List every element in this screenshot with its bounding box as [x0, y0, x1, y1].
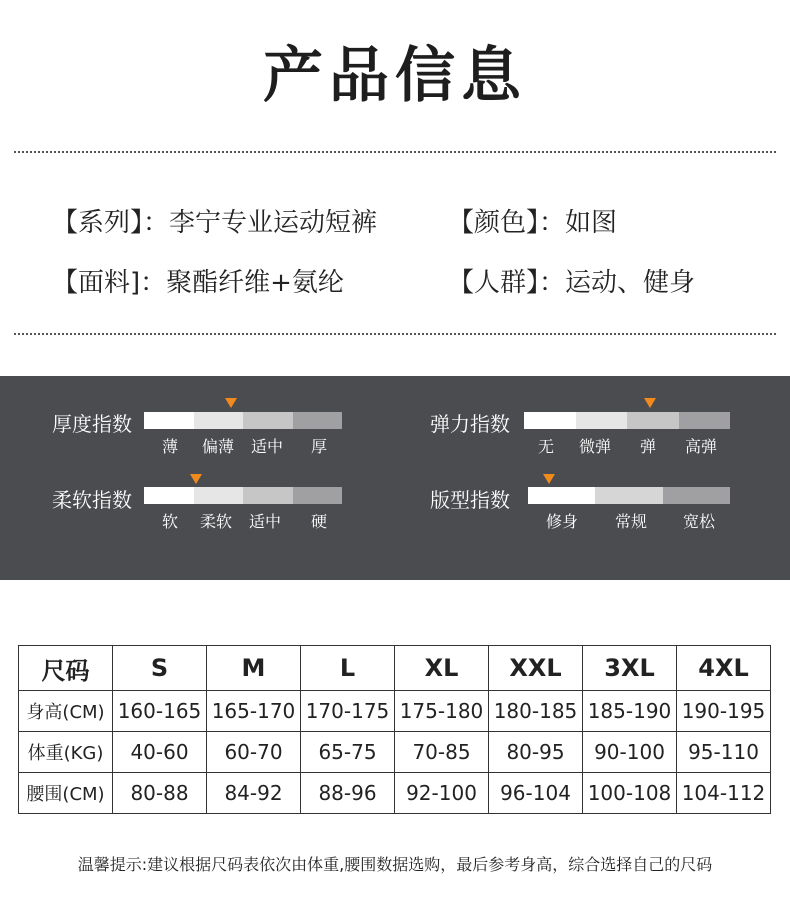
table-cell: 90-100 [583, 732, 677, 773]
softness-label: 柔软指数 [52, 488, 132, 512]
header-cell: XXL [489, 646, 583, 691]
scale-segment [194, 412, 244, 429]
softness-option: 硬 [310, 512, 328, 531]
table-cell: 60-70 [207, 732, 301, 773]
table-cell: 80-88 [113, 773, 207, 814]
table-cell: 100-108 [583, 773, 677, 814]
size-tip: 温馨提示:建议根据尺码表依次由体重,腰围数据选购，最后参考身高，综合选择自己的尺码 [77, 855, 713, 874]
fit-option: 修身 [545, 512, 579, 531]
fit-label: 版型指数 [430, 488, 510, 512]
scale-segment [144, 487, 194, 504]
divider-top [14, 151, 776, 153]
scale-segment [293, 412, 343, 429]
info-series: 【系列】：李宁专业运动短裤 [52, 208, 378, 238]
elasticity-label: 弹力指数 [430, 412, 510, 436]
row-label: 身高(CM) [19, 691, 113, 732]
softness-option: 适中 [248, 512, 282, 531]
scale-segment [679, 412, 731, 429]
table-cell: 95-110 [677, 732, 771, 773]
header-cell: 3XL [583, 646, 677, 691]
elasticity-option: 高弹 [684, 437, 718, 456]
scale-segment [663, 487, 730, 504]
table-cell: 180-185 [489, 691, 583, 732]
size-table [18, 645, 771, 814]
header-cell: M [207, 646, 301, 691]
thickness-marker-icon [225, 398, 237, 408]
fit-marker-icon [543, 474, 555, 484]
page-title: 产品信息 [263, 41, 527, 111]
header-cell: 尺码 [19, 646, 113, 691]
table-cell: 92-100 [395, 773, 489, 814]
info-audience: 【人群】：运动、健身 [448, 268, 696, 298]
fit-option: 宽松 [682, 512, 716, 531]
scale-segment [627, 412, 679, 429]
thickness-option: 厚 [310, 437, 328, 456]
scale-segment [144, 412, 194, 429]
table-cell: 84-92 [207, 773, 301, 814]
header-cell: S [113, 646, 207, 691]
elasticity-option: 微弹 [578, 437, 612, 456]
table-cell: 80-95 [489, 732, 583, 773]
scale-segment [243, 412, 293, 429]
elasticity-scale-bar [524, 412, 730, 429]
info-material: 【面料]：聚酯纤维+氨纶 [52, 268, 344, 298]
row-label: 腰围(CM) [19, 773, 113, 814]
softness-scale-bar [144, 487, 342, 504]
elasticity-marker-icon [644, 398, 656, 408]
fit-scale-bar [528, 487, 730, 504]
row-label: 体重(KG) [19, 732, 113, 773]
scale-segment [194, 487, 244, 504]
table-cell: 175-180 [395, 691, 489, 732]
table-cell: 70-85 [395, 732, 489, 773]
fabric-indicator-panel [0, 376, 790, 580]
table-cell: 160-165 [113, 691, 207, 732]
table-cell: 185-190 [583, 691, 677, 732]
table-cell: 170-175 [301, 691, 395, 732]
softness-marker-icon [190, 474, 202, 484]
table-cell: 65-75 [301, 732, 395, 773]
scale-segment [576, 412, 628, 429]
header-cell: XL [395, 646, 489, 691]
table-cell: 40-60 [113, 732, 207, 773]
header-cell: 4XL [677, 646, 771, 691]
header-cell: L [301, 646, 395, 691]
table-cell: 104-112 [677, 773, 771, 814]
divider-bottom [14, 333, 776, 335]
thickness-option: 偏薄 [201, 437, 235, 456]
softness-option: 软 [161, 512, 179, 531]
table-row [19, 732, 771, 773]
table-row [19, 773, 771, 814]
table-cell: 165-170 [207, 691, 301, 732]
size-table-header [19, 646, 771, 691]
table-cell: 96-104 [489, 773, 583, 814]
scale-segment [595, 487, 662, 504]
scale-segment [243, 487, 293, 504]
table-cell: 190-195 [677, 691, 771, 732]
thickness-option: 薄 [161, 437, 179, 456]
softness-option: 柔软 [199, 512, 233, 531]
elasticity-option: 弹 [639, 437, 657, 456]
fit-option: 常规 [614, 512, 648, 531]
info-color: 【颜色】：如图 [448, 208, 618, 238]
thickness-label: 厚度指数 [52, 412, 132, 436]
scale-segment [293, 487, 343, 504]
scale-segment [528, 487, 595, 504]
thickness-scale-bar [144, 412, 342, 429]
table-cell: 88-96 [301, 773, 395, 814]
scale-segment [524, 412, 576, 429]
thickness-option: 适中 [250, 437, 284, 456]
elasticity-option: 无 [537, 437, 555, 456]
table-row [19, 691, 771, 732]
